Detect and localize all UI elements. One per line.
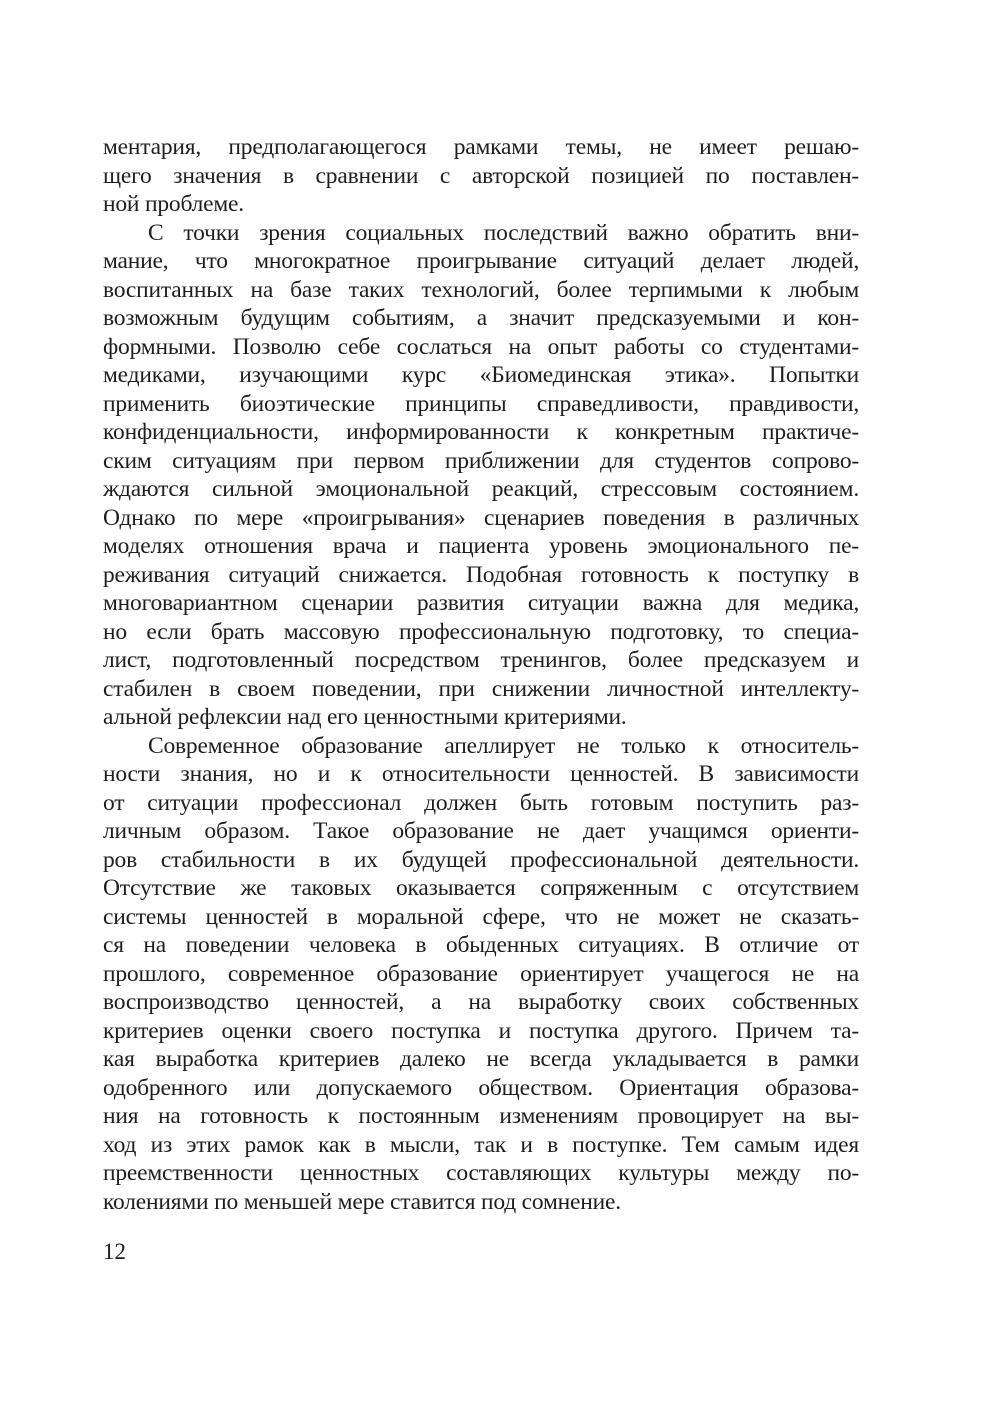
text-line: щего значения в сравнении с авторской позицией по поставлен- (103, 162, 859, 189)
text-line: системы ценностей в моральной сфере, что не может не сказать- (103, 903, 859, 930)
text-line: применить биоэтические принципы справедливости, правдивости, (103, 390, 859, 417)
paragraph (103, 133, 859, 219)
text-line: кая выработка критериев далеко не всегда укладывается в рамки (103, 1046, 859, 1072)
text-line: Отсутствие же таковых оказывается сопряженным с отсутствием (103, 875, 859, 901)
paragraph (103, 732, 859, 1217)
text-line: возможным будущим событиям, а значит предсказуемыми и кон- (103, 305, 859, 331)
text-line: преемственности ценностных составляющих культуры между по- (103, 1160, 859, 1186)
paragraph (103, 219, 859, 732)
text-line: воспитанных на базе таких технологий, более терпимыми к любым (103, 276, 859, 303)
text-line: колениями по меньшей мере ставится под сомнение. (103, 1188, 621, 1215)
text-line: ждаются сильной эмоциональной реакций, стрессовым состоянием. (103, 476, 859, 502)
page-number: 12 (103, 1239, 126, 1264)
text-line: моделях отношения врача и пациента уровень эмоционального пе- (103, 533, 859, 559)
text-line: мание, что многократное проигрывание ситуаций делает людей, (103, 248, 859, 274)
body-text (103, 133, 859, 1216)
text-line: многовариантном сценарии развития ситуации важна для медика, (103, 590, 859, 616)
text-line: медиками, изучающими курс «Биомединская этика». Попытки (103, 362, 859, 388)
text-line: но если брать массовую профессиональную подготовку, то специа- (103, 618, 859, 645)
text-line: ной проблеме. (103, 191, 244, 217)
text-line: ности знания, но и к относительности ценностей. В зависимости (103, 761, 859, 787)
text-line: С точки зрения социальных последствий важно обратить вни- (148, 219, 859, 246)
text-line: лист, подготовленный посредством тренингов, более предсказуем и (103, 647, 859, 673)
text-line: ход из этих рамок как в мысли, так и в поступке. Тем самым идея (103, 1131, 859, 1158)
text-line: Однако по мере «проигрывания» сценариев поведения в различных (103, 504, 859, 531)
text-line: Современное образование апеллирует не только к относитель- (148, 732, 859, 759)
text-line: ния на готовность к постоянным изменениям провоцирует на вы- (103, 1103, 859, 1129)
text-line: реживания ситуаций снижается. Подобная готовность к поступку в (103, 561, 859, 588)
text-line: ся на поведении человека в обыденных ситуациях. В отличие от (103, 932, 859, 958)
text-line: формными. Позволю себе сослаться на опыт работы со студентами- (103, 333, 859, 360)
text-line: личным образом. Такое образование не дает учащимся ориенти- (103, 818, 859, 844)
text-line: критериев оценки своего поступка и поступка другого. Причем та- (103, 1017, 859, 1044)
text-line: от ситуации профессионал должен быть готовым поступить раз- (103, 789, 859, 816)
text-line: прошлого, современное образование ориентирует учащегося не на (103, 960, 859, 987)
text-line: стабилен в своем поведении, при снижении личностной интеллекту- (103, 675, 859, 702)
text-line: воспроизводство ценностей, а на выработку своих собственных (103, 989, 859, 1015)
text-line: альной рефлексии над его ценностными критериями. (103, 704, 627, 730)
text-line: ским ситуациям при первом приближении для студентов сопрово- (103, 447, 859, 474)
text-line: ров стабильности в их будущей профессиональной деятельности. (103, 846, 859, 873)
text-line: одобренного или допускаемого обществом. Ориентация образова- (103, 1074, 859, 1101)
text-line: ментария, предполагающегося рамками темы, не имеет решаю- (103, 134, 859, 160)
text-line: конфиденциальности, информированности к конкретным практиче- (103, 419, 859, 445)
